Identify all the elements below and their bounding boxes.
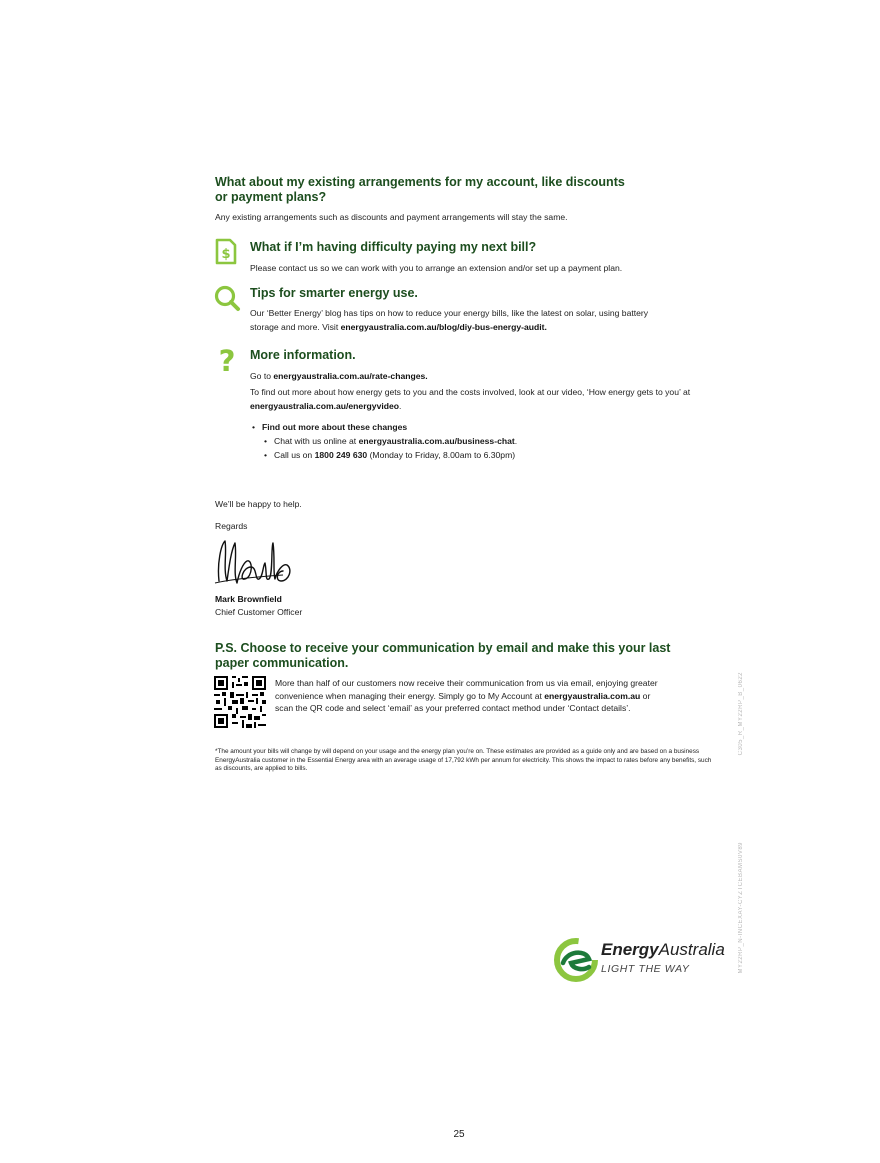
sub-list: [262, 434, 710, 462]
more-info-list: [250, 420, 710, 462]
logo-name-bold: Energy: [601, 940, 659, 959]
tips-heading: Tips for smarter energy use.: [250, 286, 418, 300]
difficulty-heading: What if I’m having difficulty paying my next bill?: [250, 240, 537, 254]
more-info-video: [250, 385, 705, 413]
call-suffix: (Monday to Friday, 8.00am to 6.30pm): [367, 450, 516, 460]
regards: Regards: [215, 521, 248, 531]
signer-title: Chief Customer Officer: [215, 607, 303, 617]
bill-dollar-icon: [214, 238, 238, 271]
goto-prefix: Go to: [250, 371, 274, 381]
more-info-goto: [250, 369, 710, 383]
energyaustralia-logo: [553, 937, 743, 985]
page-number: 25: [453, 1129, 465, 1140]
ps-heading: P.S. Choose to receive your communication by email and make this your last paper communication.: [215, 641, 671, 670]
footnote: *The amount your bills will change by will depend on your usage and the energy plan you’re on. These estimates are provided as a guide only and are based on a business EnergyAustralia customer in the Essential Energy area with an average usage of 17,792 kWh per annum for electricity. This shows the impact to rates before any benefits, such as discounts, are applied to bills.: [215, 748, 712, 773]
list-item: [250, 420, 710, 462]
question-mark-icon: [216, 345, 238, 380]
side-code-lower: MY22RP_N-INCEXAY-CYZTCEBAMS0V89: [738, 842, 744, 974]
tips-text: [250, 306, 670, 334]
svg-text:$: $: [221, 247, 231, 262]
section-existing: [215, 175, 685, 224]
tips-link[interactable]: energyaustralia.com.au/blog/diy-bus-energy-audit.: [340, 322, 547, 332]
call-prefix: Call us on: [274, 450, 315, 460]
svg-text:?: ?: [218, 345, 236, 375]
business-chat-link[interactable]: energyaustralia.com.au/business-chat: [358, 436, 515, 446]
ps-text-after: or scan the QR code and select ‘email’ as your preferred contact method under ‘Contact details’.: [275, 690, 651, 713]
signer-name-text: Mark Brownfield: [215, 594, 282, 604]
section-tips: [250, 286, 670, 334]
section-difficulty: [250, 240, 700, 275]
bullet-title: Find out more about these changes: [262, 422, 408, 432]
my-account-link[interactable]: energyaustralia.com.au: [544, 690, 641, 701]
logo-tagline: LIGHT THE WAY: [601, 963, 690, 975]
more-info-heading: More information.: [250, 348, 356, 362]
section-more-info: [250, 348, 710, 462]
video-text: To find out more about how energy gets to you and the costs involved, look at our video, ‘How energy gets to you’ at: [250, 387, 691, 397]
chat-suffix: .: [514, 436, 518, 446]
qr-code-icon[interactable]: [214, 676, 266, 733]
tips-text-before: Our ‘Better Energy’ blog has tips on how to reduce your energy bills, like the latest on solar, using battery storage and more. Visit: [250, 308, 649, 332]
signer-name: [215, 592, 282, 606]
logo-wordmark: [601, 940, 725, 960]
rate-changes-link[interactable]: energyaustralia.com.au/rate-changes.: [273, 371, 428, 381]
list-item-chat: [262, 434, 710, 448]
happy-to-help: We’ll be happy to help.: [215, 499, 302, 509]
energy-video-link[interactable]: energyaustralia.com.au/energyvideo: [250, 401, 400, 411]
logo-name-light: Australia: [658, 940, 725, 959]
list-item-call: [262, 448, 710, 462]
existing-text: Any existing arrangements such as discounts and payment arrangements will stay the same.: [215, 212, 568, 222]
ps-text: [275, 677, 660, 715]
ps-text-before: More than half of our customers now receive their communication from us via email, enjoying greater convenience when managing their energy. Simply go to My Account at: [275, 678, 658, 701]
chat-prefix: Chat with us online at: [274, 436, 359, 446]
existing-heading: What about my existing arrangements for my account, like discounts or payment plans?: [215, 175, 625, 204]
signature-image: [213, 533, 295, 598]
video-suffix: .: [399, 401, 402, 411]
difficulty-text: Please contact us so we can work with you to arrange an extension and/or set up a payment plan.: [250, 263, 623, 273]
logo-swirl-icon: [553, 937, 599, 983]
phone-number[interactable]: 1800 249 630: [314, 450, 368, 460]
side-code-upper: C305_R_MY22RP_B_0622: [738, 672, 744, 756]
magnifier-icon: [213, 284, 241, 317]
